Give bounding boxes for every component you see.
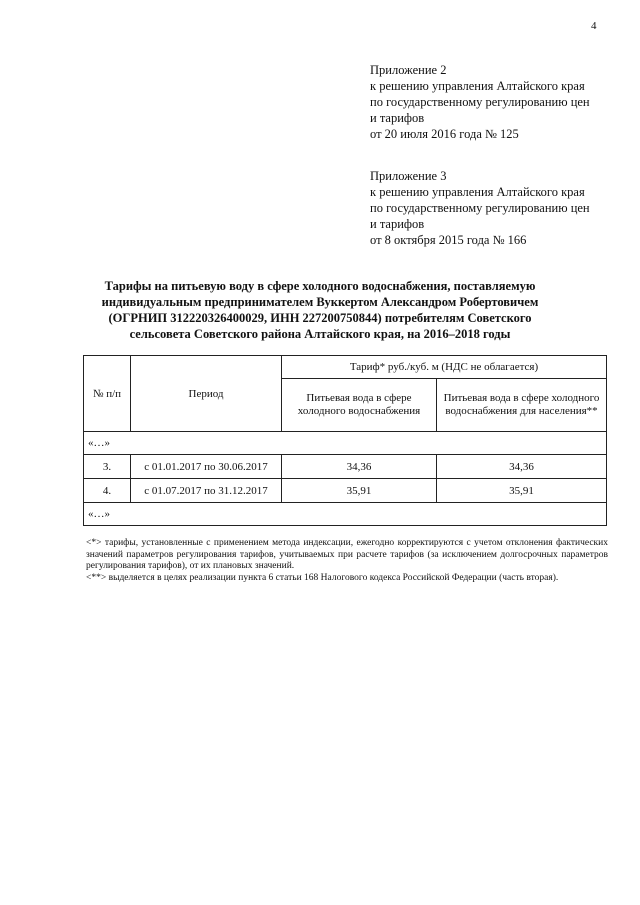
row-num: 3.: [84, 455, 131, 479]
row-value-population: 35,91: [437, 479, 607, 503]
row-value-cold-water: 34,36: [282, 455, 437, 479]
tariff-table: [83, 355, 607, 526]
title-line: Тарифы на питьевую воду в сфере холодного водоснабжения, поставляемую: [104, 279, 536, 293]
appendix-3-line: от 8 октября 2015 года № 166: [370, 233, 527, 247]
footnotes: [86, 538, 608, 584]
appendix-2-line: и тарифов: [370, 111, 425, 125]
ellipsis-bottom: «…»: [84, 503, 607, 526]
title-line: индивидуальным предпринимателем Вуккертом Александром Робертовичем: [101, 295, 539, 309]
footnote-1: <*> тарифы, установленные с применением метода индексации, ежегодно корректируются с учетом отклонения фактических значений параметров регулирования тарифов, учитываемых при расчете тарифов (за исключением долгосрочных параметров регулирования тарифов), от их плановых значений.: [86, 538, 608, 571]
table-row: [84, 455, 607, 479]
table-row-ellipsis: [84, 432, 607, 455]
header-period: Период: [131, 356, 282, 432]
appendix-3-line: и тарифов: [370, 217, 425, 231]
table-row-ellipsis: [84, 503, 607, 526]
header-num: № п/п: [84, 356, 131, 432]
document-title: [70, 278, 570, 342]
row-value-cold-water: 35,91: [282, 479, 437, 503]
appendix-2-line: Приложение 2: [370, 63, 447, 77]
row-period: с 01.07.2017 по 31.12.2017: [131, 479, 282, 503]
appendix-3-header: [370, 168, 590, 248]
title-line: сельсовета Советского района Алтайского края, на 2016–2018 годы: [129, 327, 511, 341]
header-tariff: Тариф* руб./куб. м (НДС не облагается): [282, 356, 607, 379]
appendix-2-line: по государственному регулированию цен: [370, 95, 590, 109]
row-period: с 01.01.2017 по 30.06.2017: [131, 455, 282, 479]
title-line: (ОГРНИП 312220326400029, ИНН 227200750844) потребителям Советского: [108, 311, 532, 325]
table-row: [84, 479, 607, 503]
header-tariff-population: Питьевая вода в сфере холодного водоснабжения для населения**: [437, 379, 607, 432]
appendix-2-line: от 20 июля 2016 года № 125: [370, 127, 519, 141]
appendix-2-line: к решению управления Алтайского края: [370, 79, 585, 93]
appendix-3-line: к решению управления Алтайского края: [370, 185, 585, 199]
page-number: 4: [591, 20, 597, 32]
row-value-population: 34,36: [437, 455, 607, 479]
appendix-2-header: [370, 62, 590, 142]
appendix-3-line: Приложение 3: [370, 169, 447, 183]
header-tariff-cold-water: Питьевая вода в сфере холодного водоснабжения: [282, 379, 437, 432]
table-header-row: [84, 356, 607, 379]
row-num: 4.: [84, 479, 131, 503]
appendix-3-line: по государственному регулированию цен: [370, 201, 590, 215]
footnote-2: <**> выделяется в целях реализации пункта 6 статьи 168 Налогового кодекса Российской Федерации (часть вторая).: [86, 572, 559, 583]
ellipsis-top: «…»: [84, 432, 607, 455]
